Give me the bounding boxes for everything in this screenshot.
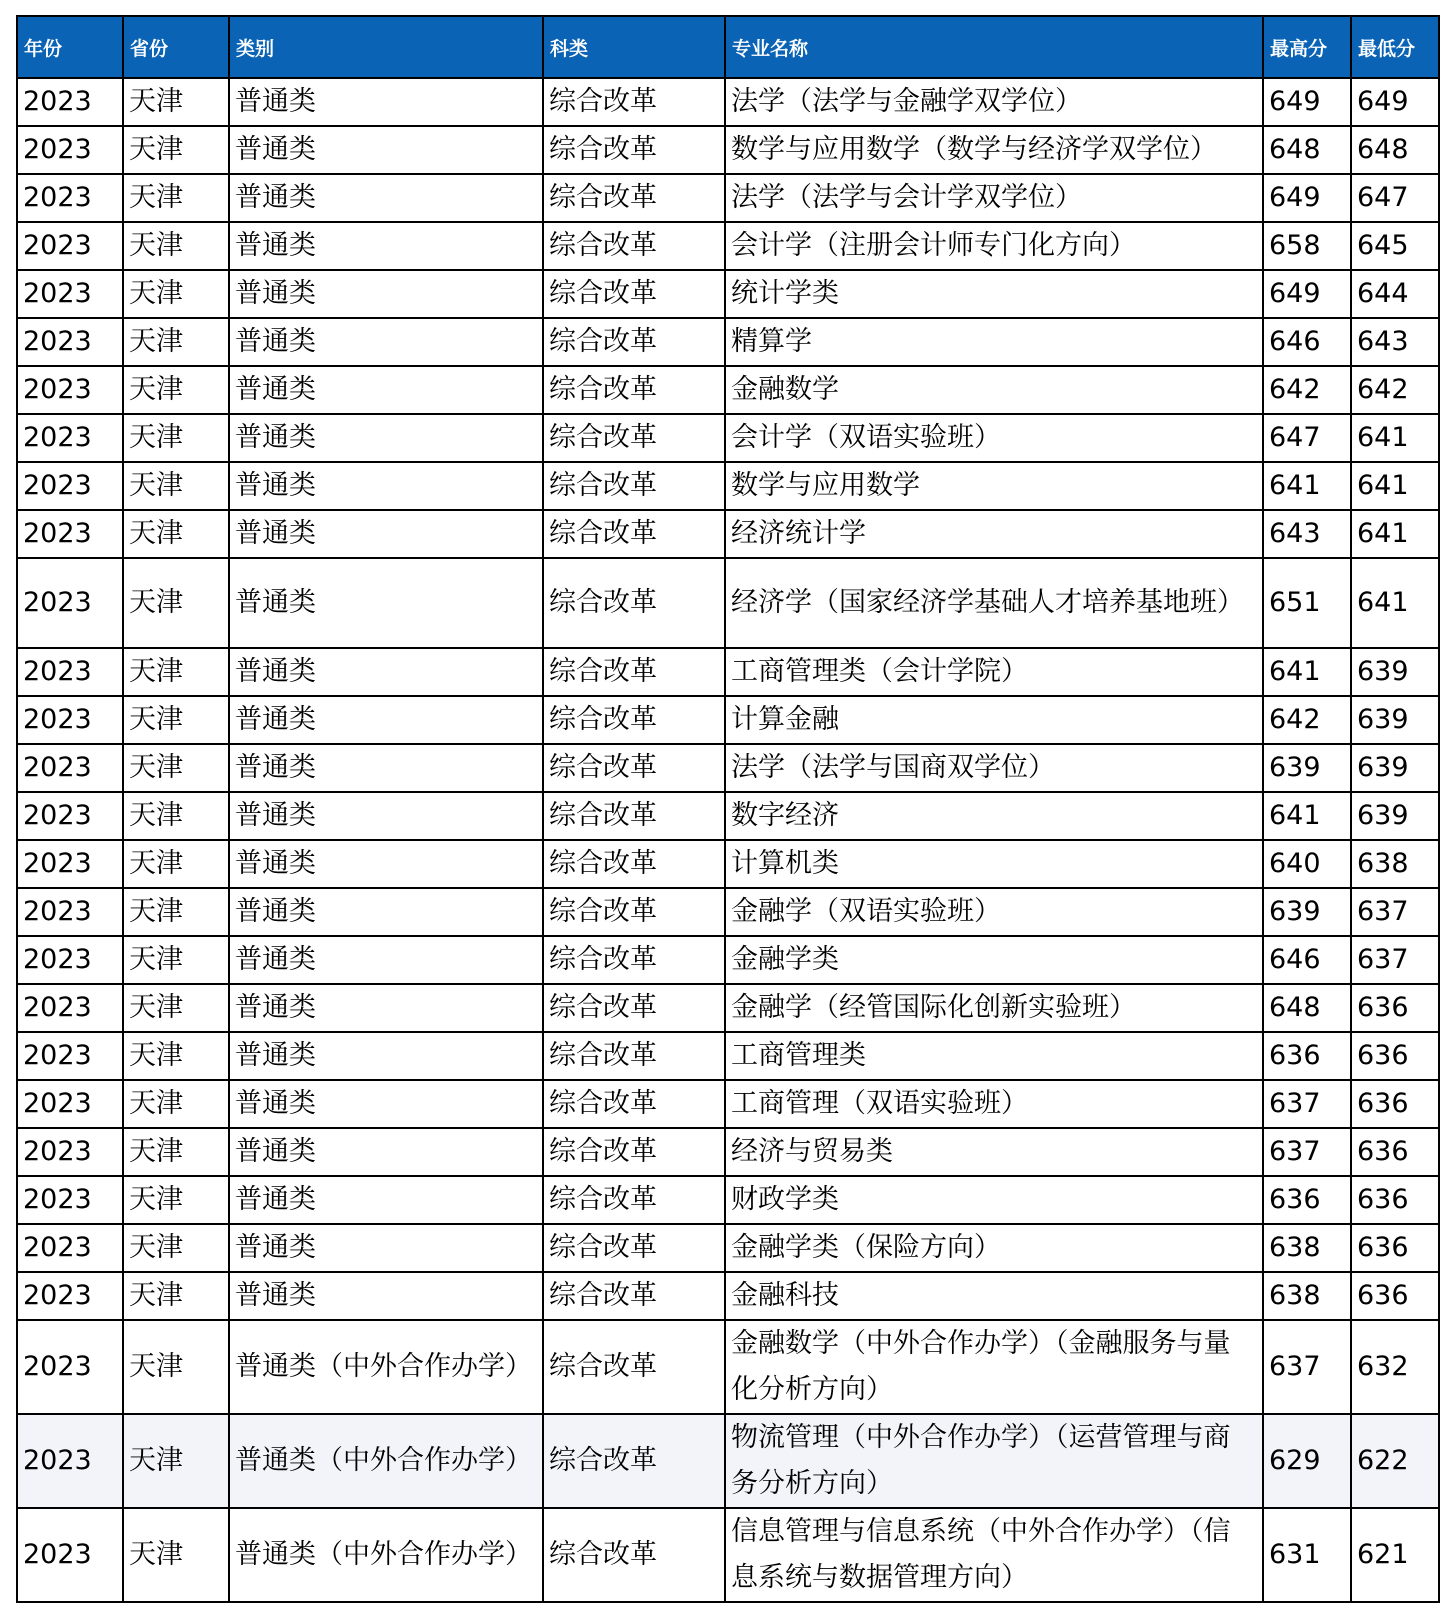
cell-min-score: 632	[1351, 1320, 1439, 1414]
cell-category: 普通类	[229, 366, 543, 414]
cell-min-score: 644	[1351, 270, 1439, 318]
cell-max-score: 641	[1263, 648, 1351, 696]
cell-max-score: 639	[1263, 744, 1351, 792]
table-row	[17, 558, 1439, 648]
cell-subject: 综合改革	[543, 78, 725, 126]
table-row	[17, 696, 1439, 744]
cell-province: 天津	[123, 462, 229, 510]
cell-max-score: 637	[1263, 1320, 1351, 1414]
cell-province: 天津	[123, 126, 229, 174]
cell-min-score: 643	[1351, 318, 1439, 366]
cell-subject: 综合改革	[543, 840, 725, 888]
cell-category: 普通类（中外合作办学）	[229, 1320, 543, 1414]
cell-category: 普通类	[229, 1272, 543, 1320]
cell-category: 普通类	[229, 558, 543, 648]
cell-subject: 综合改革	[543, 1080, 725, 1128]
cell-year: 2023	[17, 558, 123, 648]
cell-max-score: 638	[1263, 1272, 1351, 1320]
cell-category: 普通类	[229, 744, 543, 792]
cell-min-score: 636	[1351, 1080, 1439, 1128]
cell-year: 2023	[17, 414, 123, 462]
table-row	[17, 744, 1439, 792]
cell-min-score: 641	[1351, 414, 1439, 462]
cell-year: 2023	[17, 1032, 123, 1080]
cell-subject: 综合改革	[543, 462, 725, 510]
cell-category: 普通类（中外合作办学）	[229, 1414, 543, 1508]
cell-min-score: 641	[1351, 558, 1439, 648]
cell-min-score: 637	[1351, 936, 1439, 984]
cell-major: 经济学（国家经济学基础人才培养基地班）	[725, 558, 1263, 648]
table-body	[17, 78, 1439, 1602]
cell-province: 天津	[123, 1320, 229, 1414]
table-row	[17, 648, 1439, 696]
cell-major: 金融数学（中外合作办学）（金融服务与量化分析方向）	[725, 1320, 1263, 1414]
cell-min-score: 639	[1351, 648, 1439, 696]
cell-category: 普通类	[229, 78, 543, 126]
cell-major: 工商管理类（会计学院）	[725, 648, 1263, 696]
cell-year: 2023	[17, 1176, 123, 1224]
cell-subject: 综合改革	[543, 366, 725, 414]
cell-category: 普通类（中外合作办学）	[229, 1508, 543, 1602]
cell-max-score: 641	[1263, 792, 1351, 840]
table-row	[17, 366, 1439, 414]
cell-major: 金融学类（保险方向）	[725, 1224, 1263, 1272]
cell-max-score: 642	[1263, 696, 1351, 744]
cell-major: 金融科技	[725, 1272, 1263, 1320]
cell-category: 普通类	[229, 222, 543, 270]
cell-max-score: 629	[1263, 1414, 1351, 1508]
cell-category: 普通类	[229, 1176, 543, 1224]
cell-year: 2023	[17, 1272, 123, 1320]
cell-subject: 综合改革	[543, 792, 725, 840]
header-year: 年份	[17, 16, 123, 78]
table-row	[17, 1508, 1439, 1602]
table-row	[17, 888, 1439, 936]
cell-major: 精算学	[725, 318, 1263, 366]
cell-year: 2023	[17, 1508, 123, 1602]
cell-province: 天津	[123, 510, 229, 558]
cell-subject: 综合改革	[543, 174, 725, 222]
cell-category: 普通类	[229, 174, 543, 222]
cell-category: 普通类	[229, 840, 543, 888]
cell-max-score: 636	[1263, 1176, 1351, 1224]
table-row	[17, 510, 1439, 558]
header-max-score: 最高分	[1263, 16, 1351, 78]
cell-max-score: 638	[1263, 1224, 1351, 1272]
cell-year: 2023	[17, 510, 123, 558]
cell-min-score: 641	[1351, 462, 1439, 510]
cell-min-score: 636	[1351, 1272, 1439, 1320]
cell-category: 普通类	[229, 1032, 543, 1080]
cell-max-score: 658	[1263, 222, 1351, 270]
table-row	[17, 270, 1439, 318]
cell-min-score: 636	[1351, 1176, 1439, 1224]
cell-year: 2023	[17, 696, 123, 744]
cell-subject: 综合改革	[543, 1032, 725, 1080]
cell-max-score: 641	[1263, 462, 1351, 510]
header-province: 省份	[123, 16, 229, 78]
cell-category: 普通类	[229, 1080, 543, 1128]
cell-province: 天津	[123, 270, 229, 318]
cell-max-score: 631	[1263, 1508, 1351, 1602]
cell-year: 2023	[17, 366, 123, 414]
cell-max-score: 643	[1263, 510, 1351, 558]
cell-province: 天津	[123, 840, 229, 888]
table-row	[17, 222, 1439, 270]
table-row	[17, 1176, 1439, 1224]
cell-major: 计算金融	[725, 696, 1263, 744]
cell-province: 天津	[123, 78, 229, 126]
cell-subject: 综合改革	[543, 648, 725, 696]
cell-subject: 综合改革	[543, 126, 725, 174]
cell-year: 2023	[17, 318, 123, 366]
cell-max-score: 649	[1263, 270, 1351, 318]
cell-subject: 综合改革	[543, 1414, 725, 1508]
cell-province: 天津	[123, 1508, 229, 1602]
cell-min-score: 645	[1351, 222, 1439, 270]
cell-min-score: 637	[1351, 888, 1439, 936]
cell-min-score: 638	[1351, 840, 1439, 888]
cell-min-score: 636	[1351, 1224, 1439, 1272]
cell-min-score: 639	[1351, 792, 1439, 840]
cell-year: 2023	[17, 1414, 123, 1508]
cell-category: 普通类	[229, 1128, 543, 1176]
cell-subject: 综合改革	[543, 270, 725, 318]
table-row	[17, 414, 1439, 462]
cell-subject: 综合改革	[543, 936, 725, 984]
table-row	[17, 1320, 1439, 1414]
cell-major: 金融数学	[725, 366, 1263, 414]
cell-major: 计算机类	[725, 840, 1263, 888]
cell-year: 2023	[17, 984, 123, 1032]
cell-major: 统计学类	[725, 270, 1263, 318]
cell-category: 普通类	[229, 462, 543, 510]
cell-min-score: 649	[1351, 78, 1439, 126]
cell-category: 普通类	[229, 414, 543, 462]
admission-scores-table-container	[16, 15, 1440, 1603]
cell-year: 2023	[17, 648, 123, 696]
cell-year: 2023	[17, 270, 123, 318]
cell-min-score: 621	[1351, 1508, 1439, 1602]
cell-max-score: 639	[1263, 888, 1351, 936]
cell-min-score: 636	[1351, 1032, 1439, 1080]
cell-province: 天津	[123, 648, 229, 696]
cell-major: 工商管理类	[725, 1032, 1263, 1080]
cell-major: 金融学类	[725, 936, 1263, 984]
cell-subject: 综合改革	[543, 1272, 725, 1320]
cell-max-score: 642	[1263, 366, 1351, 414]
table-row	[17, 792, 1439, 840]
cell-category: 普通类	[229, 126, 543, 174]
cell-year: 2023	[17, 78, 123, 126]
cell-province: 天津	[123, 984, 229, 1032]
cell-max-score: 649	[1263, 174, 1351, 222]
cell-max-score: 648	[1263, 126, 1351, 174]
cell-subject: 综合改革	[543, 222, 725, 270]
cell-max-score: 649	[1263, 78, 1351, 126]
cell-max-score: 637	[1263, 1128, 1351, 1176]
cell-category: 普通类	[229, 792, 543, 840]
cell-major: 法学（法学与国商双学位）	[725, 744, 1263, 792]
table-row	[17, 984, 1439, 1032]
table-row	[17, 126, 1439, 174]
table-row	[17, 936, 1439, 984]
table-row	[17, 840, 1439, 888]
cell-province: 天津	[123, 792, 229, 840]
cell-province: 天津	[123, 888, 229, 936]
cell-subject: 综合改革	[543, 696, 725, 744]
cell-province: 天津	[123, 222, 229, 270]
cell-subject: 综合改革	[543, 1320, 725, 1414]
cell-category: 普通类	[229, 984, 543, 1032]
cell-min-score: 642	[1351, 366, 1439, 414]
cell-year: 2023	[17, 744, 123, 792]
table-row	[17, 1080, 1439, 1128]
cell-major: 经济与贸易类	[725, 1128, 1263, 1176]
cell-min-score: 639	[1351, 696, 1439, 744]
table-row	[17, 1414, 1439, 1508]
header-major: 专业名称	[725, 16, 1263, 78]
cell-year: 2023	[17, 174, 123, 222]
cell-min-score: 636	[1351, 1128, 1439, 1176]
cell-min-score: 641	[1351, 510, 1439, 558]
cell-subject: 综合改革	[543, 744, 725, 792]
cell-max-score: 646	[1263, 936, 1351, 984]
cell-subject: 综合改革	[543, 1176, 725, 1224]
cell-province: 天津	[123, 1224, 229, 1272]
cell-subject: 综合改革	[543, 318, 725, 366]
table-row	[17, 318, 1439, 366]
cell-major: 工商管理（双语实验班）	[725, 1080, 1263, 1128]
cell-major: 会计学（双语实验班）	[725, 414, 1263, 462]
cell-subject: 综合改革	[543, 1224, 725, 1272]
cell-major: 数学与应用数学	[725, 462, 1263, 510]
cell-province: 天津	[123, 1128, 229, 1176]
cell-subject: 综合改革	[543, 984, 725, 1032]
cell-province: 天津	[123, 744, 229, 792]
cell-max-score: 651	[1263, 558, 1351, 648]
admission-scores-table	[16, 15, 1440, 1603]
cell-province: 天津	[123, 414, 229, 462]
cell-category: 普通类	[229, 510, 543, 558]
cell-subject: 综合改革	[543, 1128, 725, 1176]
cell-min-score: 622	[1351, 1414, 1439, 1508]
header-category: 类别	[229, 16, 543, 78]
header-subject: 科类	[543, 16, 725, 78]
cell-category: 普通类	[229, 888, 543, 936]
cell-max-score: 637	[1263, 1080, 1351, 1128]
table-row	[17, 174, 1439, 222]
cell-province: 天津	[123, 1080, 229, 1128]
cell-major: 金融学（双语实验班）	[725, 888, 1263, 936]
cell-year: 2023	[17, 1128, 123, 1176]
cell-subject: 综合改革	[543, 558, 725, 648]
cell-year: 2023	[17, 1080, 123, 1128]
cell-year: 2023	[17, 126, 123, 174]
cell-year: 2023	[17, 222, 123, 270]
cell-max-score: 646	[1263, 318, 1351, 366]
cell-province: 天津	[123, 936, 229, 984]
cell-min-score: 639	[1351, 744, 1439, 792]
table-row	[17, 1128, 1439, 1176]
cell-major: 法学（法学与会计学双学位）	[725, 174, 1263, 222]
cell-major: 物流管理（中外合作办学）（运营管理与商务分析方向）	[725, 1414, 1263, 1508]
cell-max-score: 648	[1263, 984, 1351, 1032]
cell-major: 信息管理与信息系统（中外合作办学）（信息系统与数据管理方向）	[725, 1508, 1263, 1602]
cell-year: 2023	[17, 792, 123, 840]
cell-province: 天津	[123, 318, 229, 366]
cell-category: 普通类	[229, 1224, 543, 1272]
cell-year: 2023	[17, 840, 123, 888]
cell-major: 财政学类	[725, 1176, 1263, 1224]
cell-category: 普通类	[229, 318, 543, 366]
cell-province: 天津	[123, 696, 229, 744]
cell-year: 2023	[17, 462, 123, 510]
cell-major: 会计学（注册会计师专门化方向）	[725, 222, 1263, 270]
cell-province: 天津	[123, 1032, 229, 1080]
table-row	[17, 462, 1439, 510]
cell-year: 2023	[17, 936, 123, 984]
cell-subject: 综合改革	[543, 414, 725, 462]
cell-major: 法学（法学与金融学双学位）	[725, 78, 1263, 126]
cell-subject: 综合改革	[543, 510, 725, 558]
cell-category: 普通类	[229, 648, 543, 696]
cell-province: 天津	[123, 1272, 229, 1320]
table-row	[17, 78, 1439, 126]
cell-province: 天津	[123, 174, 229, 222]
table-row	[17, 1272, 1439, 1320]
cell-major: 数字经济	[725, 792, 1263, 840]
cell-province: 天津	[123, 558, 229, 648]
cell-category: 普通类	[229, 270, 543, 318]
cell-subject: 综合改革	[543, 888, 725, 936]
table-row	[17, 1224, 1439, 1272]
cell-max-score: 640	[1263, 840, 1351, 888]
cell-subject: 综合改革	[543, 1508, 725, 1602]
cell-year: 2023	[17, 888, 123, 936]
header-row	[17, 16, 1439, 78]
cell-category: 普通类	[229, 936, 543, 984]
cell-major: 经济统计学	[725, 510, 1263, 558]
table-row	[17, 1032, 1439, 1080]
cell-min-score: 636	[1351, 984, 1439, 1032]
cell-min-score: 648	[1351, 126, 1439, 174]
cell-year: 2023	[17, 1320, 123, 1414]
cell-province: 天津	[123, 1176, 229, 1224]
cell-max-score: 647	[1263, 414, 1351, 462]
cell-province: 天津	[123, 1414, 229, 1508]
cell-max-score: 636	[1263, 1032, 1351, 1080]
cell-major: 金融学（经管国际化创新实验班）	[725, 984, 1263, 1032]
header-min-score: 最低分	[1351, 16, 1439, 78]
cell-province: 天津	[123, 366, 229, 414]
cell-year: 2023	[17, 1224, 123, 1272]
cell-category: 普通类	[229, 696, 543, 744]
cell-major: 数学与应用数学（数学与经济学双学位）	[725, 126, 1263, 174]
cell-min-score: 647	[1351, 174, 1439, 222]
